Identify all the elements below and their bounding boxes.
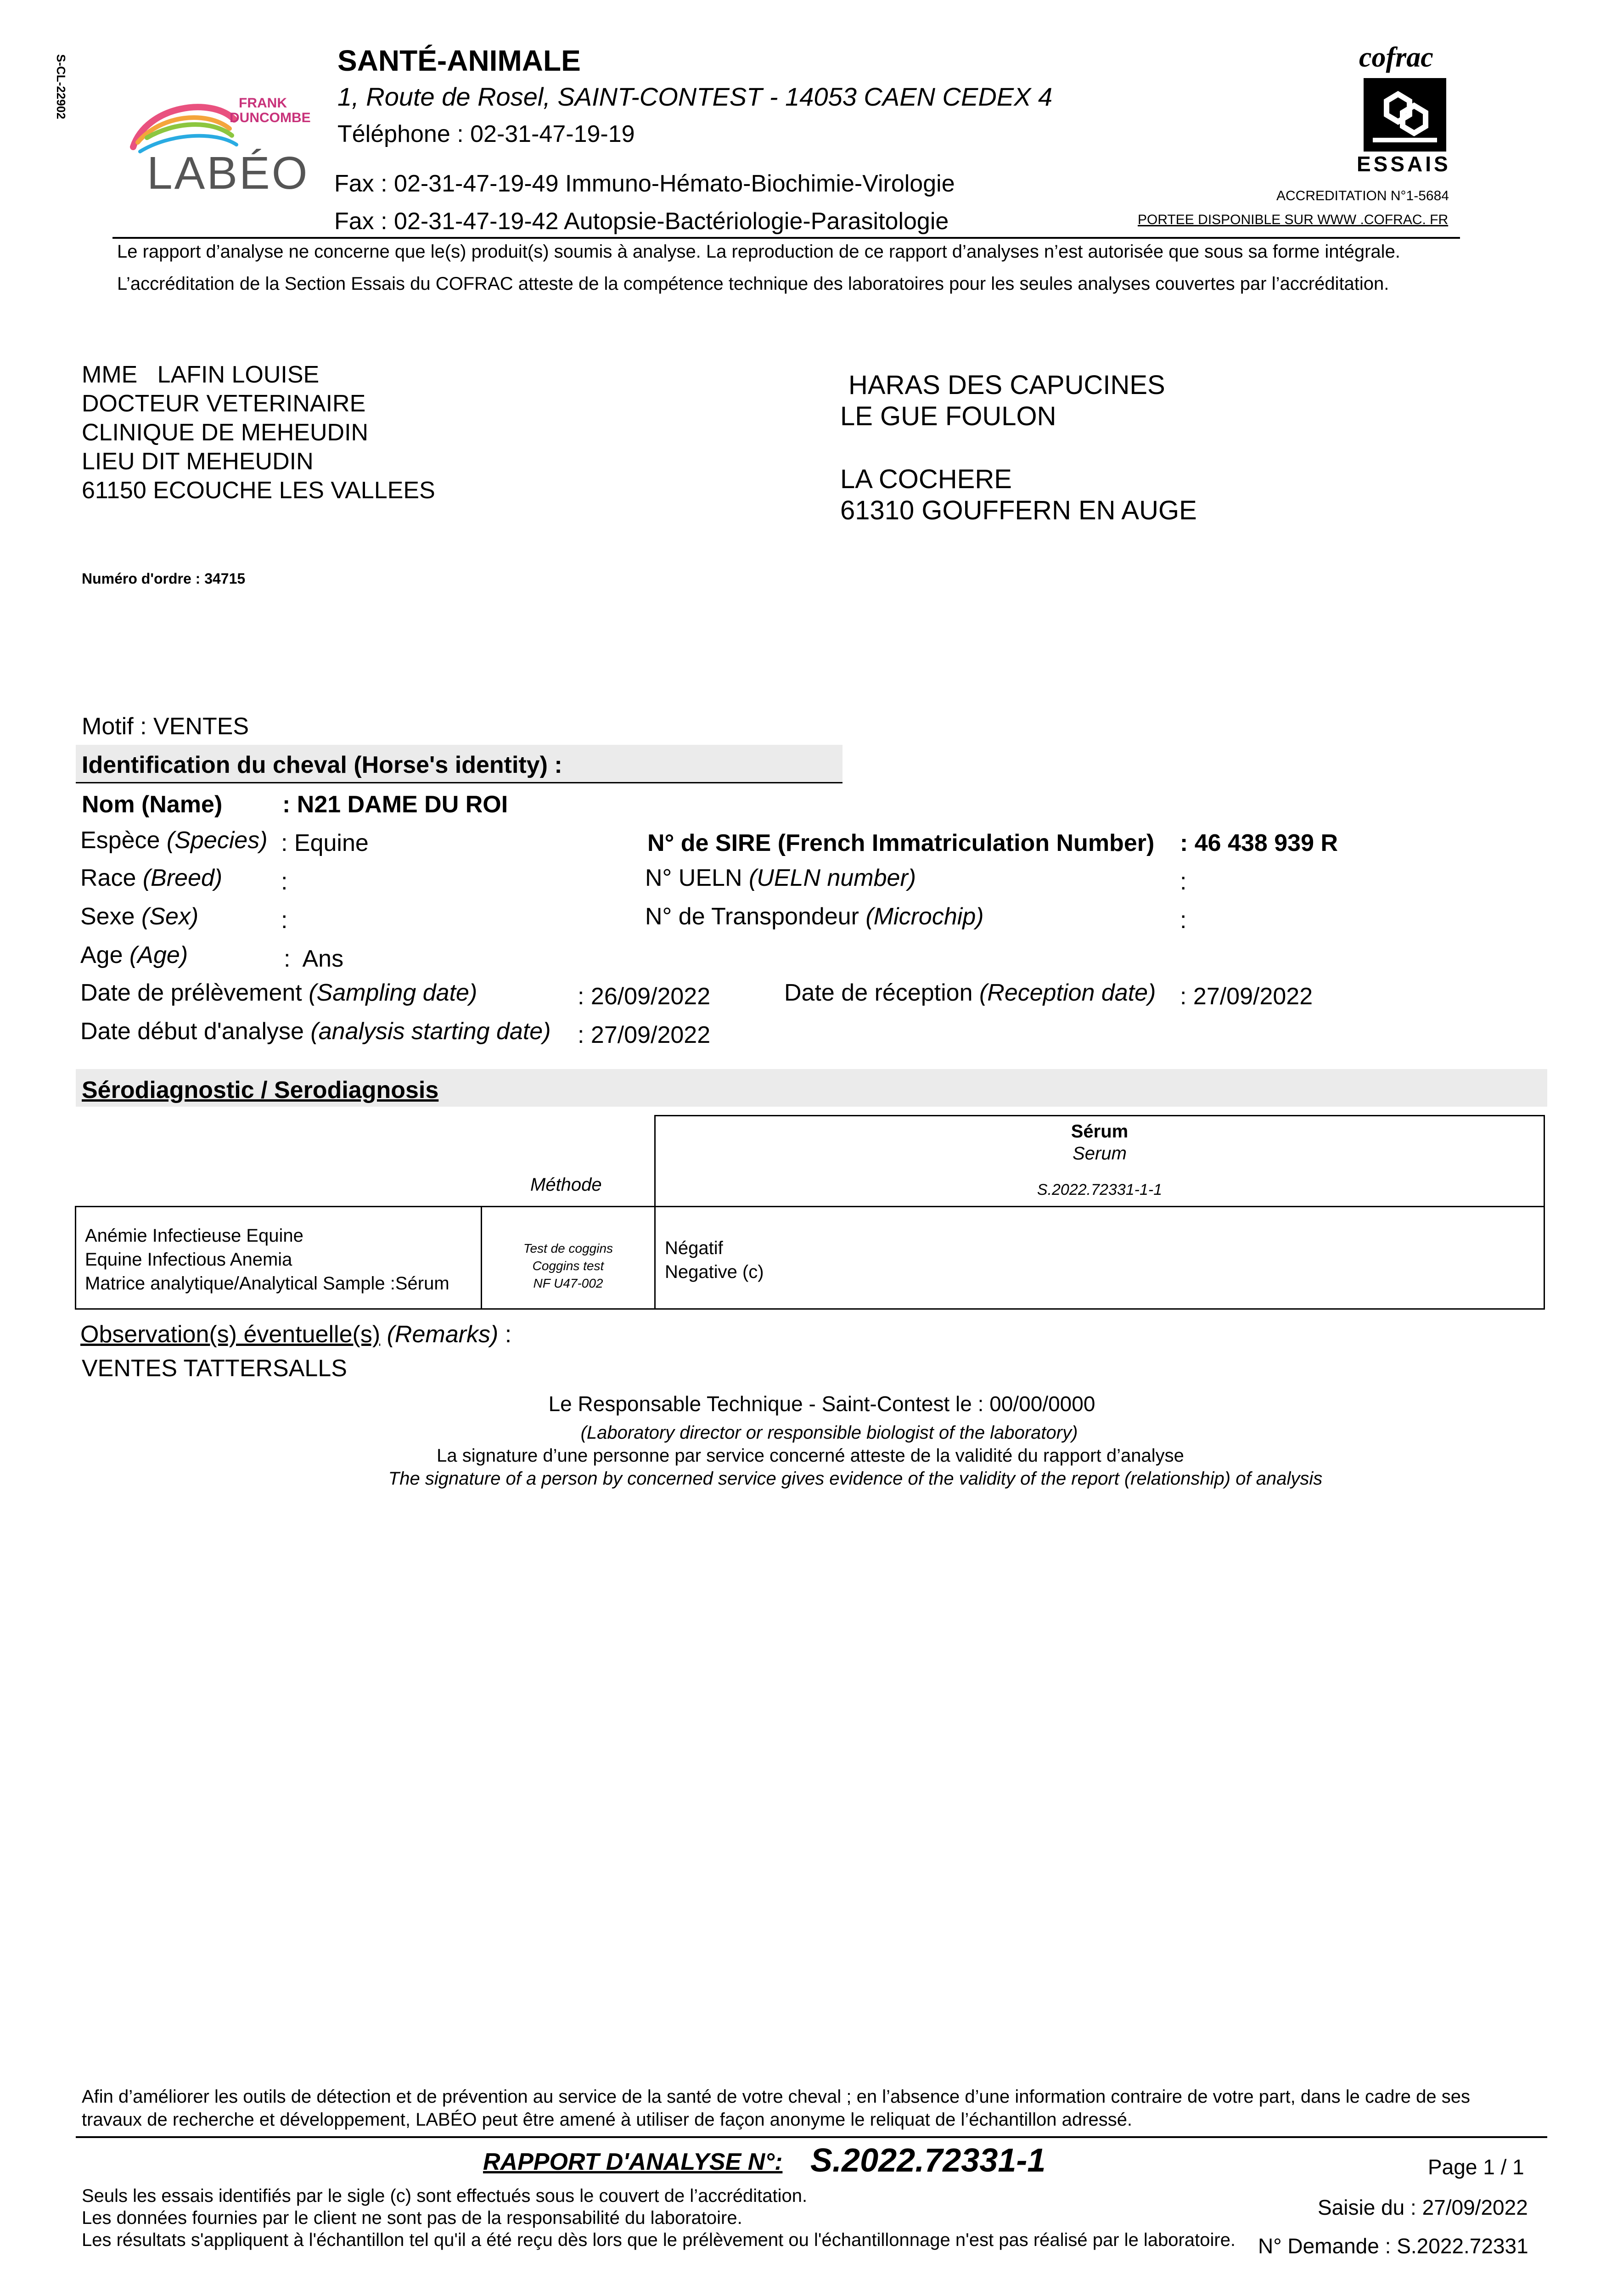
- cofrac-brand: cofrac: [1359, 42, 1433, 73]
- analysis-line: Anémie Infectieuse Equine: [85, 1226, 303, 1246]
- serum-fr: Sérum: [1071, 1121, 1129, 1142]
- owner-line-1: HARAS DES CAPUCINES: [848, 370, 1165, 400]
- client-line: CLINIQUE DE MEHEUDIN: [82, 419, 369, 446]
- signature-line-3: La signature d’une personne par service concerné atteste de la validité du rapport d’analyse: [437, 1446, 1184, 1466]
- result-line: Negative (c): [665, 1262, 764, 1282]
- horse-name-value: : N21 DAME DU ROI: [282, 791, 508, 818]
- lab-phone: Téléphone : 02-31-47-19-19: [337, 121, 635, 147]
- disclaimer-reproduction: Le rapport d’analyse ne concerne que le(s) produit(s) soumis à analyse. La reproduction de ce rapport d’analyses n’est autorisée que sous sa forme intégrale.: [117, 242, 1400, 262]
- side-code: S-CL-22902: [54, 54, 68, 119]
- breed-value: :: [281, 868, 288, 895]
- method-line: Coggins test: [532, 1259, 604, 1273]
- signature-line-4: The signature of a person by concerned service gives evidence of the validity of the report (relationship) of analysis: [388, 1469, 1323, 1489]
- client-line: 61150 ECOUCHE LES VALLEES: [82, 477, 435, 504]
- species-value: : Equine: [281, 830, 369, 856]
- breed-label: Race (Breed): [80, 865, 223, 891]
- column-divider: [654, 1206, 656, 1310]
- transponder-label: N° de Transpondeur (Microchip): [645, 903, 984, 930]
- transponder-value: :: [1180, 907, 1187, 934]
- reception-date-label: Date de réception (Reception date): [784, 979, 1156, 1006]
- saisie-date: Saisie du : 27/09/2022: [1318, 2195, 1528, 2219]
- signature-line-1: Le Responsable Technique - Saint-Contest le : 00/00/0000: [548, 1392, 1095, 1416]
- sex-value: :: [281, 907, 288, 934]
- disclaimer-accreditation: L’accréditation de la Section Essais du COFRAC atteste de la compétence technique des laboratoires pour les seules analyses couvertes par l’accréditation.: [117, 274, 1389, 294]
- analysis-date-label: Date début d'analyse (analysis starting date): [80, 1018, 551, 1045]
- reception-date-value: : 27/09/2022: [1180, 983, 1313, 1010]
- method-line: Test de coggins: [523, 1241, 613, 1255]
- client-line: DOCTEUR VETERINAIRE: [82, 390, 366, 417]
- result-line: Négatif: [665, 1238, 723, 1258]
- method-line: NF U47-002: [533, 1276, 603, 1290]
- identification-rule: [76, 782, 842, 783]
- observations-value: VENTES TATTERSALLS: [82, 1355, 347, 1382]
- analysis-line: Matrice analytique/Analytical Sample :Sérum: [85, 1273, 449, 1294]
- demande-number: N° Demande : S.2022.72331: [1258, 2234, 1528, 2258]
- page-number: Page 1 / 1: [1428, 2155, 1524, 2179]
- sex-label: Sexe (Sex): [80, 903, 199, 930]
- lab-name: SANTÉ-ANIMALE: [337, 44, 581, 77]
- motif: Motif : VENTES: [82, 713, 249, 740]
- horse-name-label: Nom (Name): [82, 791, 223, 818]
- sampling-date-label: Date de prélèvement (Sampling date): [80, 979, 477, 1006]
- footer-note-1: Afin d’améliorer les outils de détection et de prévention au service de la santé de votre cheval ; en l’absence d’une information contraire de votre part, dans le cadre de ses: [82, 2087, 1470, 2107]
- method-header: Méthode: [530, 1175, 602, 1195]
- logo-labeo: LABÉO: [147, 147, 309, 199]
- analysis-date-value: : 27/09/2022: [578, 1022, 711, 1048]
- footer-fine-1: Seuls les essais identifiés par le sigle (c) sont effectués sous le couvert de l’accréditation.: [82, 2186, 808, 2206]
- lab-fax2: Fax : 02-31-47-19-42 Autopsie-Bactériologie-Parasitologie: [334, 208, 949, 235]
- lab-address: 1, Route de Rosel, SAINT-CONTEST - 14053 CAEN CEDEX 4: [337, 82, 1053, 111]
- client-address: [82, 360, 435, 505]
- footer-fine-2: Les données fournies par le client ne sont pas de la responsabilité du laboratoire.: [82, 2208, 742, 2228]
- species-label: Espèce (Species): [80, 827, 268, 854]
- serum-en: Serum: [1073, 1143, 1127, 1164]
- sire-label: N° de SIRE (French Immatriculation Number): [647, 830, 1155, 856]
- cofrac-hexagon-icon: [1359, 78, 1451, 152]
- logo-frank: FRANK: [239, 96, 287, 111]
- order-number: Numéro d'ordre : 34715: [82, 570, 246, 587]
- analysis-line: Equine Infectious Anemia: [85, 1249, 292, 1270]
- age-value: : Ans: [284, 945, 344, 972]
- client-line: MME LAFIN LOUISE: [82, 361, 320, 388]
- signature-line-2: (Laboratory director or responsible biologist of the laboratory): [580, 1423, 1078, 1443]
- sample-id: S.2022.72331-1-1: [1037, 1181, 1162, 1199]
- age-label: Age (Age): [80, 942, 188, 968]
- owner-line-3: LA COCHERE: [840, 464, 1012, 494]
- owner-line-4: 61310 GOUFFERN EN AUGE: [840, 495, 1197, 525]
- section-title: Sérodiagnostic / Serodiagnosis: [82, 1077, 439, 1103]
- sire-value: : 46 438 939 R: [1180, 830, 1338, 856]
- ueln-label: N° UELN (UELN number): [645, 865, 916, 891]
- cofrac-portee: PORTEE DISPONIBLE SUR WWW .COFRAC. FR: [1138, 212, 1449, 227]
- method-cell: [482, 1240, 654, 1292]
- report-label: RAPPORT D'ANALYSE N°:: [483, 2149, 783, 2175]
- cofrac-logo: [1352, 41, 1462, 179]
- footer-fine-3: Les résultats s'appliquent à l'échantillon tel qu'il a été reçu dès lors que le prélèvement ou l'échantillonnage n'est pas réalisé par le laboratoire.: [82, 2230, 1236, 2250]
- logo-duncombe: DUNCOMBE: [230, 110, 311, 125]
- footer-rule: [76, 2136, 1547, 2138]
- owner-line-2: LE GUE FOULON: [840, 401, 1056, 431]
- analysis-name: [85, 1224, 449, 1295]
- footer-note-2: travaux de recherche et développement, LABÉO peut être amené à utiliser de façon anonyme le reliquat de l’échantillon adressé.: [82, 2110, 1133, 2130]
- cofrac-accreditation: ACCREDITATION N°1-5684: [1276, 188, 1449, 203]
- header-rule: [112, 237, 1460, 239]
- cofrac-essais: ESSAIS: [1357, 152, 1451, 176]
- result-cell: [665, 1236, 764, 1284]
- lab-fax1: Fax : 02-31-47-19-49 Immuno-Hémato-Biochimie-Virologie: [334, 170, 955, 197]
- identification-title: Identification du cheval (Horse's identity) :: [82, 752, 562, 778]
- report-number: S.2022.72331-1: [810, 2142, 1046, 2179]
- observations-label: Observation(s) éventuelle(s) (Remarks) :: [80, 1321, 512, 1348]
- client-line: LIEU DIT MEHEUDIN: [82, 448, 314, 475]
- sampling-date-value: : 26/09/2022: [578, 983, 711, 1010]
- ueln-value: :: [1180, 868, 1187, 895]
- labeo-logo: [119, 78, 326, 197]
